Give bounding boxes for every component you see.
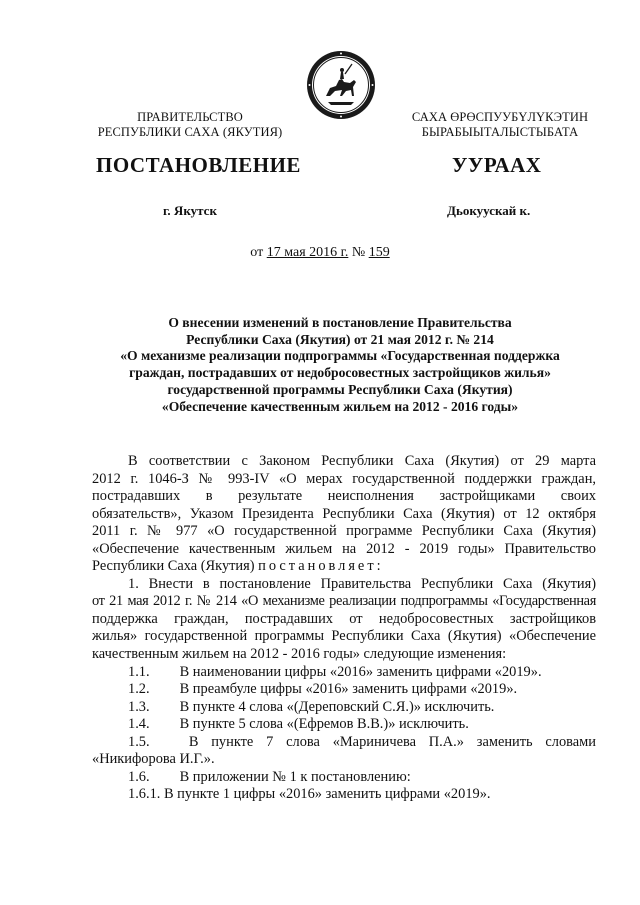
republic-coat-of-arms-emblem (306, 50, 376, 120)
list-item (92, 699, 596, 717)
body-line: жилья» государственной программы Республики Саха (Якутия) «Обеспечение (92, 628, 596, 645)
title-line: «О механизме реализации подпрограммы «Государственная поддержка (120, 348, 560, 364)
body-line: 2012 г. 1046-З № 993-IV «О мерах государственной поддержки граждан, (92, 470, 596, 487)
body-line: пострадавших в результате неисполнения застройщиками своих (92, 488, 596, 505)
item-number: 1.6. (128, 768, 150, 785)
doc-type-sakha: УУРААХ (452, 153, 542, 177)
title-line: Республики Саха (Якутия) от 21 мая 2012 г. № 214 (186, 331, 494, 347)
government-name-russian (70, 110, 310, 140)
body-line: поддержка граждан, пострадавших от недобросовестных застройщиков (92, 610, 596, 627)
title-line: граждан, пострадавших от недобросовестных застройщиков жилья» (129, 365, 551, 381)
document-body (92, 453, 596, 804)
city-sakha: Дьокуускай к. (447, 203, 531, 218)
list-item (92, 664, 596, 682)
number-label: № (348, 245, 369, 260)
title-line: государственной программы Республики Саха (Якутия) (167, 381, 513, 397)
list-item (92, 716, 596, 734)
item-text: В приложении № 1 к постановлению: (179, 768, 411, 785)
body-line: 2011 г. № 977 «О государственной программе Республики Саха (Якутия) (92, 523, 596, 540)
org-line: ПРАВИТЕЛЬСТВО (137, 110, 243, 124)
title-line: «Обеспечение качественным жильем на 2012 - 2016 годы» (161, 398, 519, 414)
list-item (92, 769, 596, 787)
body-line: «Обеспечение качественным жильем на 2012 - 2019 годы» Правительство (92, 540, 596, 557)
item-text: В пункте 7 слова «Мариничева П.А.» заменить словами (188, 733, 596, 750)
document-number: 159 (368, 245, 390, 260)
list-item (92, 734, 596, 752)
body-text: Республики Саха (Якутия) (92, 558, 259, 575)
item-text: В пункте 4 слова «(Дереповский С.Я.)» исключить. (179, 698, 495, 715)
item-number: 1.5. (128, 733, 150, 750)
org-line: РЕСПУБЛИКИ САХА (ЯКУТИЯ) (97, 125, 283, 139)
body-line (92, 558, 596, 576)
item-text: В наименовании цифры «2016» заменить цифрами «2019». (179, 663, 542, 680)
body-line: качественным жильем на 2012 - 2016 годы» следующие изменения: (92, 646, 507, 663)
item-text: В пункте 5 слова «(Ефремов В.В.)» исключить. (179, 716, 469, 733)
resolves-word: постановляет: (258, 558, 384, 575)
org-line: БЫРАБЫЫТАЛЫСТЫБАТА (421, 125, 579, 139)
body-line: обязательств», Указом Президента Республики Саха (Якутия) от 12 октября (92, 505, 596, 522)
list-item (92, 681, 596, 699)
date-prefix: от (250, 245, 267, 260)
document-title (70, 315, 610, 415)
body-line: «Никифорова И.Г.». (92, 751, 215, 768)
body-line: В соответствии с Законом Республики Саха (Якутия) от 29 марта (128, 453, 596, 469)
item-text: В преамбуле цифры «2016» заменить цифрами «2019». (179, 681, 518, 698)
document-date: 17 мая 2016 г. (266, 245, 349, 260)
government-name-sakha (375, 110, 625, 140)
body-line: 1. Внести в постановление Правительства Республики Саха (Якутия) (128, 575, 596, 592)
item-number: 1.4. (128, 716, 150, 733)
list-item: 1.6.1. В пункте 1 цифры «2016» заменить цифрами «2019». (128, 786, 491, 803)
item-number: 1.2. (128, 681, 150, 698)
item-number: 1.3. (128, 698, 150, 715)
title-line: О внесении изменений в постановление Правительства (168, 315, 512, 330)
date-number-line (0, 245, 640, 261)
doc-type-russian: ПОСТАНОВЛЕНИЕ (96, 153, 301, 177)
body-line: от 21 мая 2012 г. № 214 «О механизме реализации подпрограммы «Государственная (92, 593, 596, 610)
org-line: САХА ӨРӨСПУУБҮЛҮКЭТИН (411, 110, 589, 124)
city-russian: г. Якутск (163, 203, 217, 218)
item-number: 1.1. (128, 663, 150, 680)
